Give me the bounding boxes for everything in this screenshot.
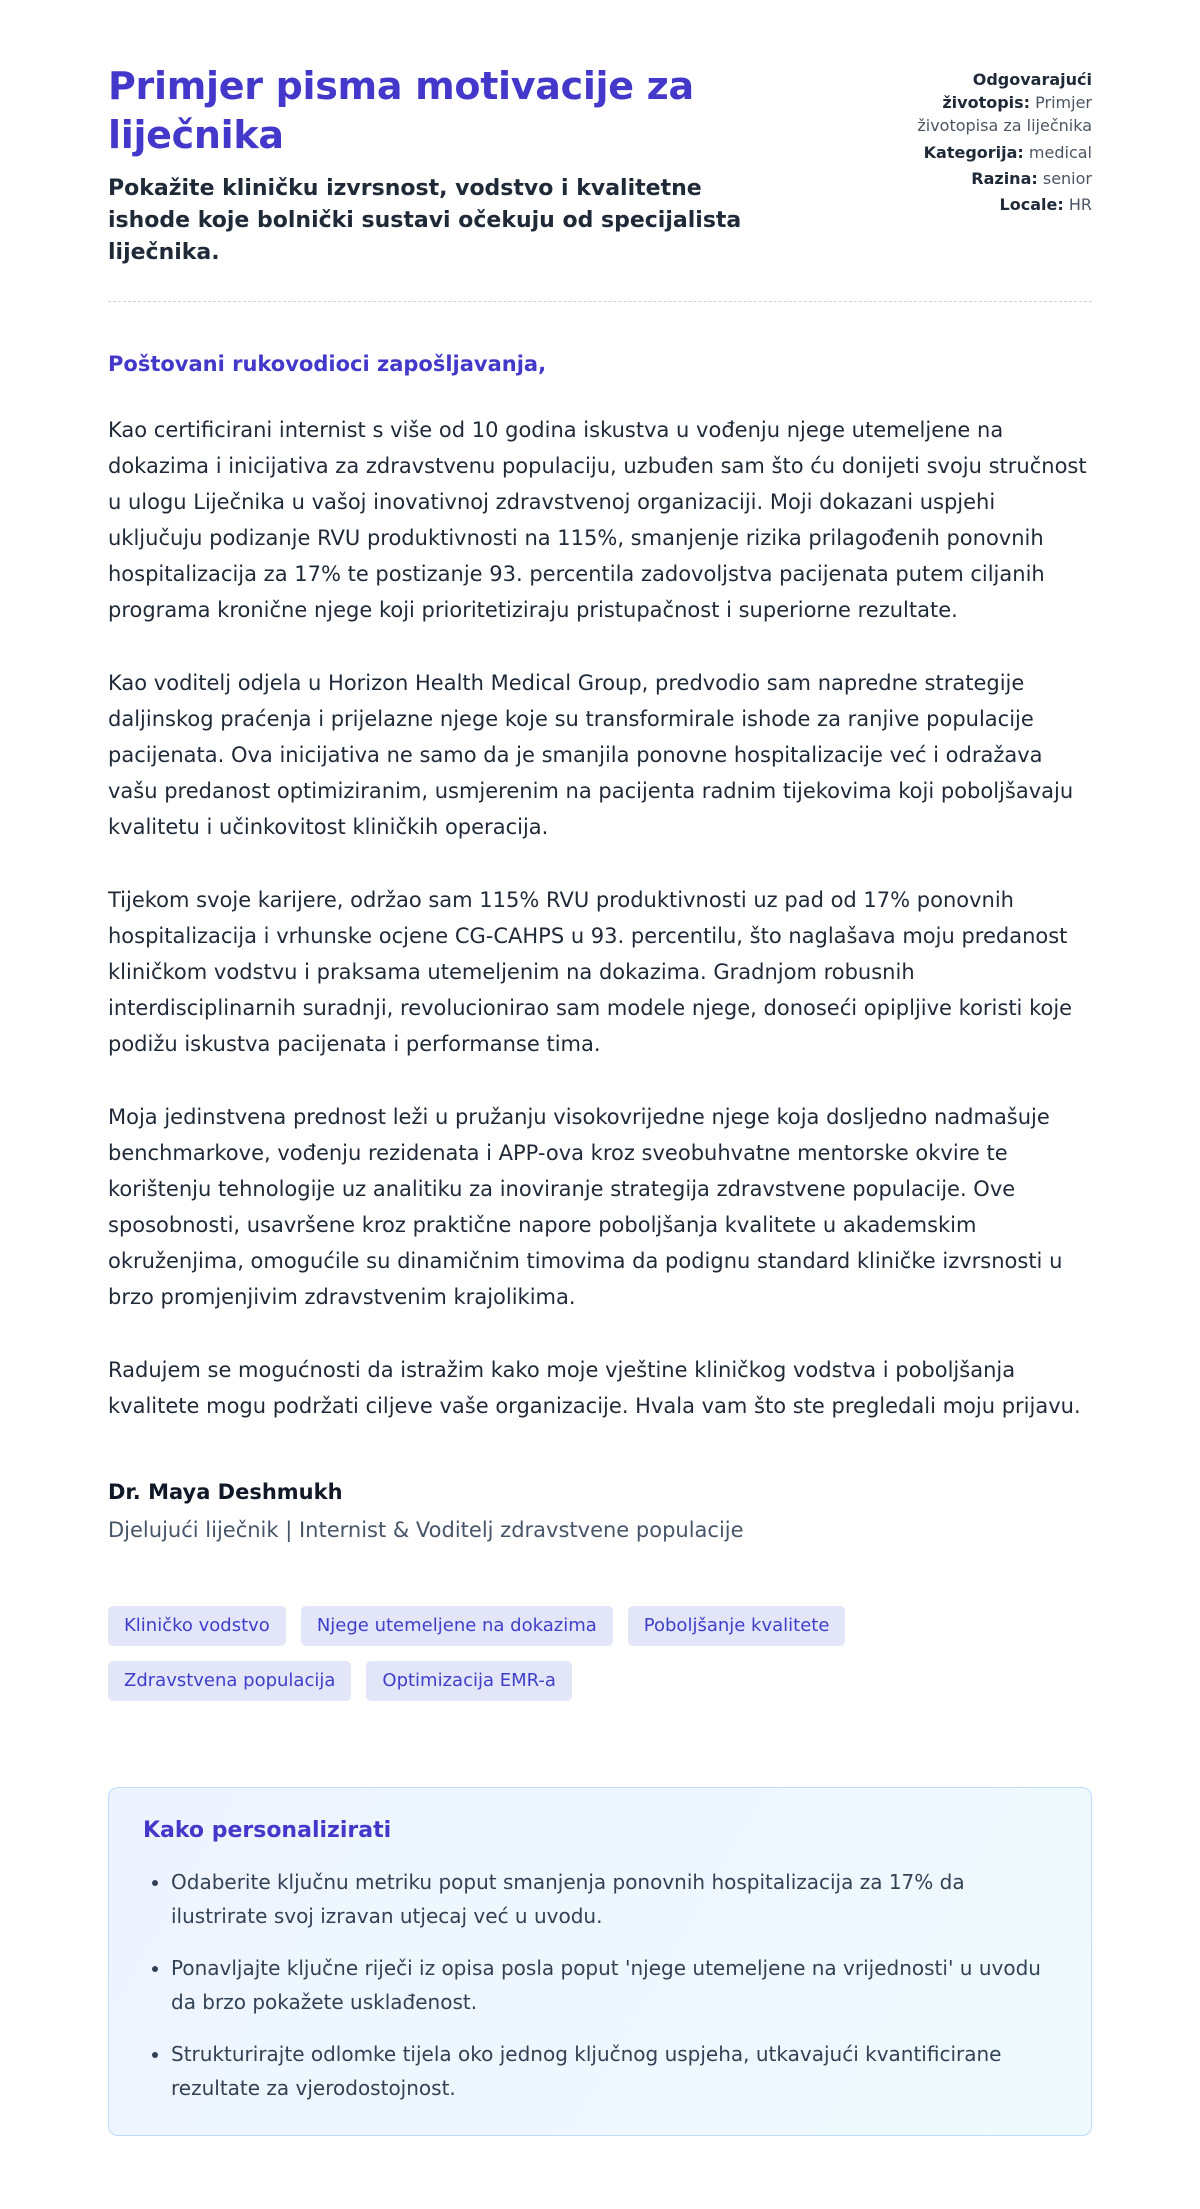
meta-row-matching-resume	[880, 68, 1092, 138]
letter-paragraph: Radujem se mogućnosti da istražim kako moje vještine kliničkog vodstva i poboljšanja kvalitete mogu podržati ciljeve vaše organizacije. Hvala vam što ste pregledali moju prijavu.	[108, 1357, 1081, 1418]
tag-pill-clinical-leadership: Kliničko vodstvo	[108, 1606, 286, 1646]
cover-letter-page	[108, 0, 1092, 2196]
signature-role: Djelujući liječnik | Internist & Voditelj zdravstvene populacije	[108, 1517, 744, 1542]
letter-paragraph: Kao voditelj odjela u Horizon Health Medical Group, predvodio sam napredne strategije daljinskog praćenja i prijelazne njege koje su transformirale ishode za ranjive populacije pacijenata. Ova inicijativa ne samo da je smanjila ponovne hospitalizacije već i odražava vašu predanost optimiziranim, usmjerenim na pacijenta radnim tijekovima koji poboljšavaju kvalitetu i učinkovitost kliničkih operacija.	[108, 670, 1074, 839]
salutation: Poštovani rukovodioci zapošljavanja,	[108, 351, 547, 376]
tag-pill-evidence-based-care: Njege utemeljene na dokazima	[301, 1606, 613, 1646]
meta-label: Locale:	[999, 194, 1064, 214]
letter-paragraph: Moja jedinstvena prednost leži u pružanju visokovrijedne njege koja dosljedno nadmašuje benchmarkove, vođenju rezidenata i APP-ova kroz sveobuhvatne mentorske okvire te korištenju tehnologije uz analitiku za inoviranje strategija zdravstvene populacije. Ove sposobnosti, usavršene kroz praktične napore poboljšanja kvalitete u akademskim okruženjima, omogućile su dinamičnim timovima da podignu standard kliničke izvrsnosti u brzo promjenjivim zdravstvenim krajolikima.	[108, 1104, 1063, 1309]
page-subtitle: Pokažite kliničku izvrsnost, vodstvo i kvalitetne ishode koje bolnički sustavi očekuju od specijalista liječnika.	[108, 176, 742, 266]
tag-pill-population-health: Zdravstvena populacija	[108, 1661, 351, 1701]
meta-value: HR	[1068, 194, 1092, 214]
tag-list	[108, 1606, 1092, 1701]
tag-pill-emr-optimization: Optimizacija EMR-a	[366, 1661, 572, 1701]
page-title: Primjer pisma motivacije za liječnika	[108, 64, 694, 157]
tip-item: • Ponavljajte ključne riječi iz opisa posla poput 'njege utemeljene na vrijednosti' u uvodu da brzo pokažete usklađenost.	[171, 1951, 1057, 2019]
tips-list	[143, 1865, 1057, 2105]
page-header	[108, 62, 1092, 269]
tag-pill-quality-improvement: Poboljšanje kvalitete	[628, 1606, 846, 1646]
header-divider	[108, 301, 1092, 302]
tip-item: • Odaberite ključnu metriku poput smanjenja ponovnih hospitalizacija za 17% da ilustrirate svoj izravan utjecaj već u uvodu.	[171, 1865, 1057, 1933]
meta-row-category	[880, 141, 1092, 164]
tips-title: Kako personalizirati	[143, 1817, 392, 1843]
meta-panel	[880, 62, 1092, 219]
personalization-tips-box	[108, 1787, 1092, 2136]
meta-value: senior	[1042, 168, 1092, 188]
meta-label: Razina:	[971, 168, 1038, 188]
signature-name: Dr. Maya Deshmukh	[108, 1479, 343, 1504]
letter-paragraph: Tijekom svoje karijere, održao sam 115% RVU produktivnosti uz pad od 17% ponovnih hospitalizacija i vrhunske ocjene CG-CAHPS u 93. percentilu, što naglašava moju predanost kliničkom vodstvu i praksama utemeljenim na dokazima. Gradnjom robusnih interdisciplinarnih suradnji, revolucionirao sam modele njege, donoseći opipljive koristi koje podižu iskustva pacijenata i performanse tima.	[108, 887, 1073, 1056]
meta-label: Kategorija:	[923, 142, 1024, 162]
header-title-block	[108, 62, 768, 269]
meta-value: Primjer životopisa za liječnika	[917, 93, 1092, 136]
meta-row-level	[880, 167, 1092, 190]
meta-row-locale	[880, 193, 1092, 216]
tip-item: • Strukturirajte odlomke tijela oko jednog ključnog uspjeha, utkavajući kvantificirane rezultate za vjerodostojnost.	[171, 2037, 1057, 2105]
meta-label: Odgovarajući životopis:	[942, 70, 1092, 113]
letter-paragraph: Kao certificirani internist s više od 10 godina iskustva u vođenju njege utemeljene na dokazima i inicijativa za zdravstvenu populaciju, uzbuđen sam što ću donijeti svoju stručnost u ulogu Liječnika u vašoj inovativnoj zdravstvenoj organizaciji. Moji dokazani uspjehi uključuju podizanje RVU produktivnosti na 115%, smanjenje rizika prilagođenih ponovnih hospitalizacija za 17% te postizanje 93. percentila zadovoljstva pacijenata putem ciljanih programa kronične njege koji prioritetiziraju pristupačnost i superiorne rezultate.	[108, 417, 1087, 622]
meta-value: medical	[1028, 142, 1092, 162]
letter-body	[108, 352, 1092, 1542]
